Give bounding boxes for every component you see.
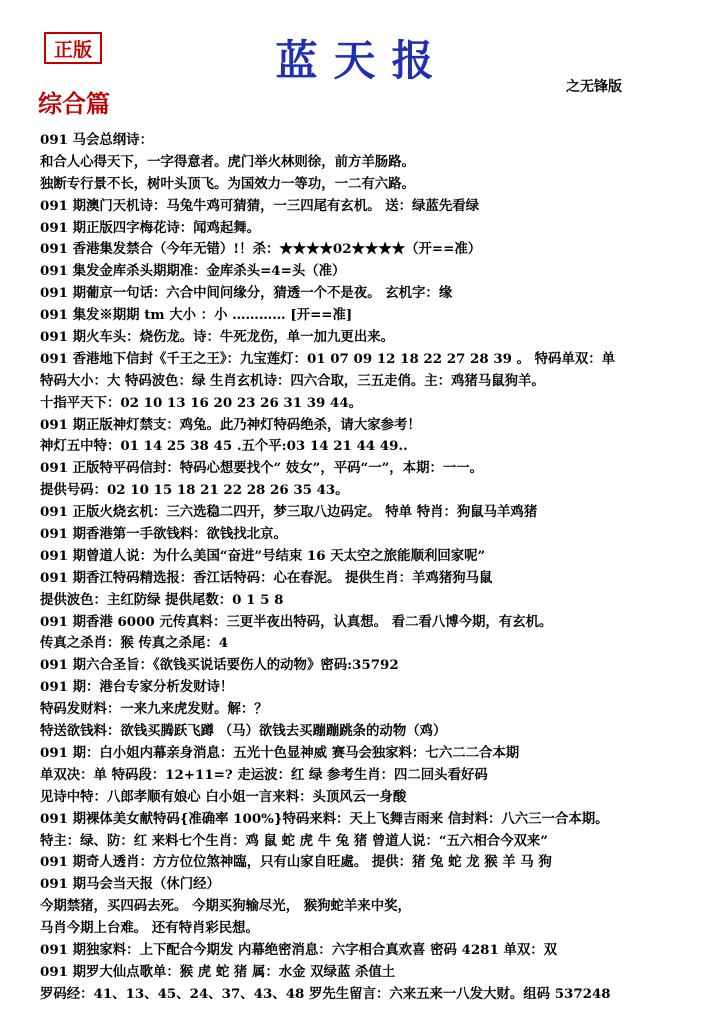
text-line: 091 集发金库杀头期期准：金库杀头=4=头（准） [40,263,346,280]
text-line: 091 期火车头：烧伤龙。诗：牛死龙伤，单一加九更出来。 [40,329,394,346]
article-body [40,130,712,1006]
text-line: 马肖今期上台难。 还有特肖彩民想。 [40,920,259,937]
text-line: 今期禁猪，买四码去死。 今期买狗输尽光， 猴狗蛇羊来中奖， [40,898,411,915]
text-line: 091 期独家料：上下配合今期发 内幕绝密消息：六字相合真欢喜 密码 4281 单双：双 [40,941,558,958]
text-line: 091 香港地下信封《千王之王》：九宝莲灯：01 07 09 12 18 22 27 28 39 。 特码单双：单 [40,350,616,367]
text-line: 提供号码：02 10 15 18 21 22 28 26 35 43。 [40,482,349,499]
text-line: 091 集发※期期 tm 大小 ：小 ………… [开==准] [40,307,353,324]
text-line: 特码发财料：一来九来虎发财。解：？ [40,701,268,718]
text-line: 特送欲钱料：欲钱买腾跃飞蹲 （马）欲钱去买蹦蹦跳条的动物（鸡） [40,723,447,740]
text-line: 091 正版特平码信封：特码心想要找个“ 妓女”，平码“一”，本期：一一。 [40,460,484,477]
text-line: 091 期罗大仙点歌单：猴 虎 蛇 猪 属：水金 双绿蓝 杀值土 [40,963,396,980]
text-line: 特主：绿、防：红 来料七个生肖：鸡 鼠 蛇 虎 牛 兔 猪 曾道人说：“五六相合今双来” [40,832,548,849]
text-line: 091 期曾道人说：为什么美国“奋进”号结束 16 天太空之旅能顺利回家呢” [40,547,486,564]
text-line: 091 期澳门天机诗：马兔牛鸡可猜猜，一三四尾有玄机。 送：绿蓝先看绿 [40,197,479,214]
text-line: 091 期香港 6000 元传真料：三更半夜出特码，认真想。 看二看八博今期，有玄机。 [40,613,553,630]
text-line: 091 期裸体美女献特码{准确率 100%}特码来料：天上飞舞吉雨来 信封料：八六三一合本期。 [40,810,609,827]
text-line: 091 正版火烧玄机：三六选稳二四开，梦三取八边码定。 特单 特肖：狗鼠马羊鸡猪 [40,504,538,521]
genuine-edition-stamp: 正版 [44,32,102,64]
text-line: 见诗中特：八郎孝顺有娘心 白小姐一言来料：头顶风云一身酸 [40,788,407,805]
text-line: 091 马会总纲诗： [40,132,153,148]
text-line: 十指平天下：02 10 13 16 20 23 26 31 39 44。 [40,394,363,411]
text-line: 独断专行景不长，树叶头顶飞。为国效力一等功，一二有六路。 [40,175,415,192]
text-line: 提供波色：主红防绿 提供尾数：0 1 5 8 [40,591,284,608]
text-line: 神灯五中特：01 14 25 38 45 .五个平:03 14 21 44 49.. [40,438,408,455]
text-line: 091 期六合圣旨：《欲钱买说话要伤人的动物》密码:35792 [40,657,399,674]
text-line: 091 香港集发禁合（今年无错）!！杀：★★★★02★★★★（开==准） [40,241,482,258]
text-line: 091 期奇人透肖：方方位位煞神臨，只有山家自旺處。 提供：猪 兔 蛇 龙 猴 羊 马 狗 [40,854,552,871]
edition-label: 之无锋版 [566,79,622,95]
text-line: 特码大小：大 特码波色：绿 生肖玄机诗：四六合取，三五走俏。主：鸡猪马鼠狗羊。 [40,372,545,389]
text-line: 091 期正版神灯禁支：鸡兔。此乃神灯特码绝杀，请大家参考！ [40,416,421,433]
text-line: 091 期正版四字梅花诗：闻鸡起舞。 [40,219,261,236]
text-line: 罗码经：41、13、45、24、37、43、48 罗先生留言：六来五来一八发大财。组码 537248 [40,985,611,1002]
text-line: 091 期：白小姐内幕亲身消息：五光十色显神威 赛马会独家料：七六二二合本期 [40,744,520,761]
text-line: 091 期香江特码精选报：香江话特码：心在春泥。 提供生肖：羊鸡猪狗马鼠 [40,569,493,586]
text-line: 091 期香港第一手欲钱料：欲钱找北京。 [40,526,287,543]
text-line: 091 期：港台专家分析发财诗！ [40,679,234,696]
text-line: 和合人心得天下，一字得意者。虎门举火林则徐，前方羊肠路。 [40,153,415,170]
text-line: 单双决：单 特码段：12+11=? 走运波：红 绿 参考生肖：四二回头看好码 [40,766,488,783]
text-line: 091 期葡京一句话：六合中间问缘分，猜透一个不是夜。 玄机字：缘 [40,285,453,302]
section-heading: 综合篇 [38,89,110,118]
text-line: 091 期马会当天报（休门经） [40,876,220,893]
newspaper-title: 蓝天报 [275,36,450,85]
text-line: 传真之杀肖：猴 传真之杀尾：4 [40,635,229,652]
